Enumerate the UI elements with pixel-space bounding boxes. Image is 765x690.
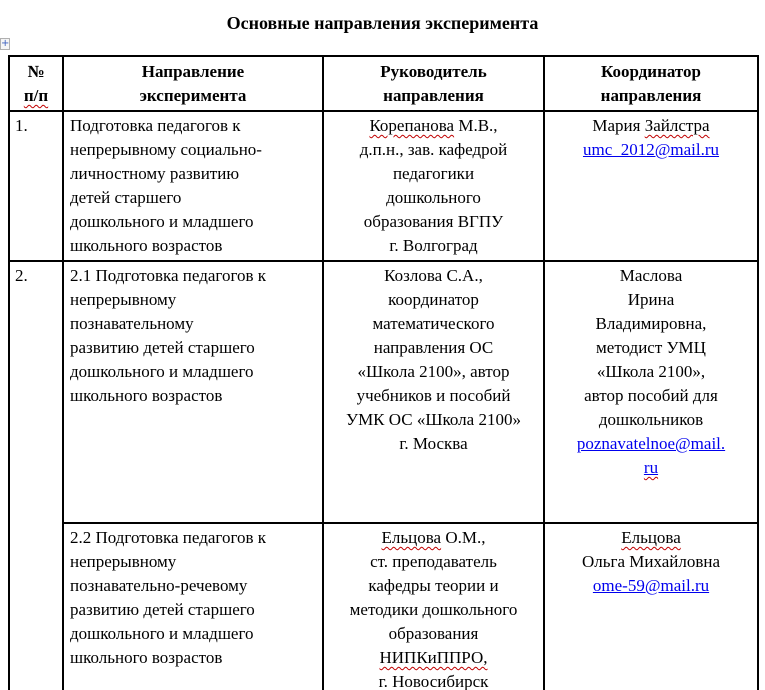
row-number: 1. (15, 116, 28, 135)
text-line: Подготовка педагогов к (70, 116, 241, 135)
email-link[interactable]: ru (643, 458, 659, 477)
text-line (549, 138, 753, 162)
email-link[interactable]: poznavatelnoe@mail. (576, 434, 726, 453)
text-line (549, 114, 753, 138)
text-line: математического (372, 314, 495, 333)
text-line: д.п.н., зав. кафедрой (359, 140, 508, 159)
text-line: педагогики (392, 164, 475, 183)
text-line: школьного возрастов (70, 386, 223, 405)
cell-row-number (9, 111, 63, 261)
table-row (9, 523, 758, 690)
email-link[interactable]: umc_2012@mail.ru (582, 140, 720, 159)
misspelled-word (644, 458, 658, 477)
text-line: образования ВГПУ (363, 212, 504, 231)
text-line: Ольга Михайловна (581, 552, 721, 571)
header-line: направления (383, 86, 484, 105)
text-line (328, 114, 539, 138)
text-line: г. Волгоград (389, 236, 478, 255)
misspelled-word: Корепанова (369, 116, 455, 135)
text-line: дошкольного и младшего (70, 362, 254, 381)
text-line: 2.2 Подготовка педагогов к (70, 528, 267, 547)
cell-row-number (9, 261, 63, 690)
text-line (549, 456, 753, 480)
header-line: Направление (141, 62, 245, 81)
header-num (9, 56, 63, 111)
header-line: п/п (23, 86, 49, 105)
text-line: познавательному (70, 314, 194, 333)
table-row (9, 261, 758, 523)
header-line: Руководитель (380, 62, 487, 81)
cell-direction (63, 523, 323, 690)
text-line: познавательно-речевому (70, 576, 248, 595)
plus-icon: + (1, 38, 10, 49)
text-line (328, 526, 539, 550)
text-line: Козлова С.А., (384, 266, 483, 285)
misspelled-word: Ельцова (381, 528, 442, 547)
text-line: 2.1 Подготовка педагогов к (70, 266, 267, 285)
text-line: Ирина (627, 290, 675, 309)
text-line: непрерывному социально- (70, 140, 262, 159)
header-line: № (27, 62, 45, 81)
email-link[interactable]: ome-59@mail.ru (592, 576, 710, 595)
row-number: 2. (15, 266, 28, 285)
text-line: методист УМЦ (596, 338, 706, 357)
text-line: направления ОС (373, 338, 494, 357)
header-line: направления (600, 86, 702, 105)
text-line: непрерывному (70, 290, 177, 309)
header-coordinator (544, 56, 758, 111)
text-line: развитию детей старшего (70, 338, 255, 357)
cell-leader (323, 523, 544, 690)
cell-direction (63, 111, 323, 261)
text-line: автор пособий для (584, 386, 718, 405)
text-line: «Школа 2100», (596, 362, 706, 381)
cell-leader (323, 261, 544, 523)
text-line: дошкольников (598, 410, 704, 429)
text-line: кафедры теории и (368, 576, 499, 595)
header-leader (323, 56, 544, 111)
table-row (9, 111, 758, 261)
text-segment: О.М., (441, 528, 486, 547)
text-line: детей старшего (70, 188, 182, 207)
text-line: школьного возрастов (70, 648, 223, 667)
text-line: Маслова (619, 266, 683, 285)
text-line: Владимировна, (595, 314, 707, 333)
text-segment: Мария (592, 116, 645, 135)
text-line: дошкольного (386, 188, 481, 207)
experiment-directions-table (8, 55, 759, 690)
misspelled-word: Ельцова (621, 528, 681, 547)
text-line: ст. преподаватель (370, 552, 497, 571)
cell-leader (323, 111, 544, 261)
text-line (328, 646, 539, 670)
text-line: учебников и пособий (356, 386, 511, 405)
text-line: непрерывному (70, 552, 177, 571)
misspelled-word: НИПКиППРО, (379, 648, 488, 667)
text-line: школьного возрастов (70, 236, 223, 255)
text-line: г. Москва (399, 434, 468, 453)
text-line: методики дошкольного (349, 600, 518, 619)
text-line: дошкольного и младшего (70, 212, 254, 231)
cell-coordinator (544, 523, 758, 690)
text-line: развитию детей старшего (70, 600, 255, 619)
cell-coordinator (544, 261, 758, 523)
text-line (549, 574, 753, 598)
header-line: Координатор (600, 62, 702, 81)
cell-coordinator (544, 111, 758, 261)
text-line: дошкольного и младшего (70, 624, 254, 643)
text-line: образования (388, 624, 479, 643)
header-line: эксперимента (139, 86, 247, 105)
text-segment: М.В., (454, 116, 498, 135)
misspelled-word: Зайлстра (644, 116, 710, 135)
text-line (549, 432, 753, 456)
text-line: координатор (388, 290, 479, 309)
text-line: УМК ОС «Школа 2100» (346, 410, 521, 429)
table-move-handle-icon[interactable] (0, 38, 10, 50)
table-header-row (9, 56, 758, 111)
cell-direction (63, 261, 323, 523)
text-line: «Школа 2100», автор (357, 362, 510, 381)
text-line: г. Новосибирск (378, 672, 489, 690)
text-line (549, 526, 753, 550)
text-line: личностному развитию (70, 164, 240, 183)
header-direction (63, 56, 323, 111)
page-title: Основные направления эксперимента (226, 13, 539, 33)
